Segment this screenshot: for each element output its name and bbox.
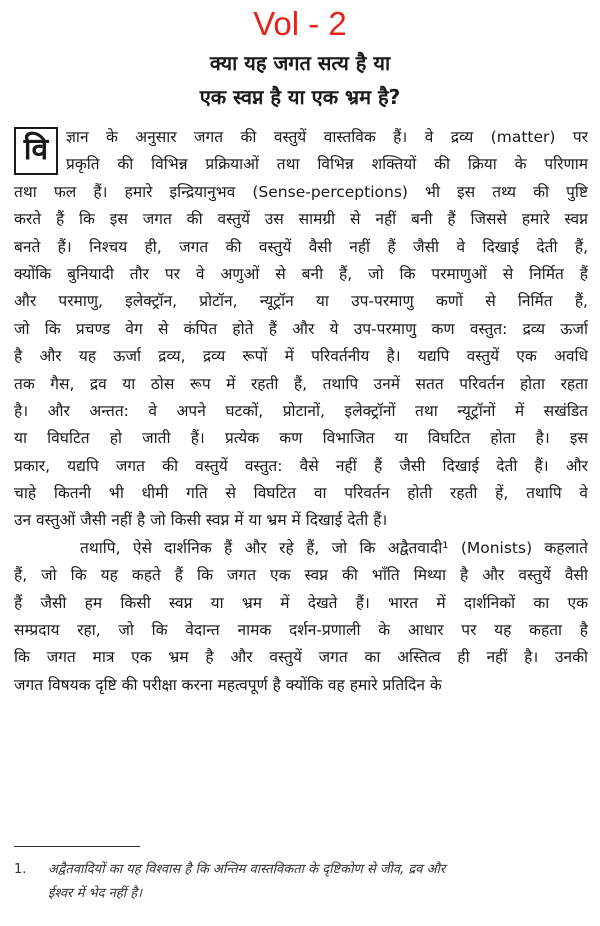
text-line: है। और अन्तत: वे अपने घटकों, प्रोटानों, इलेक्ट्रॉनों तथा न्यूट्रॉनों में सखंडित <box>14 401 588 420</box>
text-line: उन वस्तुओं जैसी नहीं है जो किसी स्वप्न में या भ्रम में दिखाई देती हैं। <box>14 511 388 530</box>
paragraph-2 <box>14 535 588 699</box>
text-line: क्योंकि बुनियादी तौर पर वे अणुओं से बनी हैं, जो कि परमाणुओं से निर्मित हैं <box>14 264 588 283</box>
text-line: ज्ञान के अनुसार जगत की वस्तुयें वास्तविक हैं। वे द्रव्य (matter) पर <box>66 128 588 146</box>
text-line: तथा फल हैं। हमारे इन्द्रियानुभव (Sense-perceptions) भी इस तथ्य की पुष्टि <box>14 182 588 201</box>
text-line: जो कि प्रचण्ड वेग से कंपित होते हैं और ये उप-परमाणु कण वस्तुत: द्रव्य ऊर्जा <box>14 319 588 338</box>
text-line: कि जगत मात्र एक भ्रम है और वस्तुयें जगत का अस्तित्व ही नहीं है। उनकी <box>14 648 588 667</box>
footnote <box>14 858 588 906</box>
footnote-number: 1. <box>14 862 27 877</box>
body-text <box>14 124 588 699</box>
footnote-line-2: ईश्वर में भेद नहीं है। <box>48 886 143 901</box>
text-line: है और यह ऊर्जा द्रव्य, द्रव्य रूपों में परिवर्तनीय है। यद्यपि वस्तुयें एक अवधि <box>14 347 588 366</box>
chapter-title-line-2: एक स्वप्न है या एक भ्रम है? <box>199 85 401 109</box>
text-line: प्रकार, यद्यपि जगत की वस्तुयें वस्तुत: वैसे नहीं हैं जैसी दिखाई देती हैं। और <box>14 456 588 475</box>
text-line: हैं जैसी हम किसी स्वप्न या भ्रम में देखते हैं। भारत में दार्शनिकों का एक <box>14 593 588 612</box>
volume-label: Vol - 2 <box>253 5 347 42</box>
footnote-line-1: अद्वैतवादियों का यह विश्वास है कि अन्तिम वास्तविकता के दृष्टिकोण से जीव, द्रव और <box>48 862 446 877</box>
chapter-title-line-1: क्या यह जगत सत्य है या <box>209 51 391 75</box>
text-line: चाहे कितनी भी धीमी गति से विघटित वा परिवर्तन होती रहती हें, तथापि वे <box>14 484 588 503</box>
chapter-title <box>0 46 600 114</box>
text-line: तक गैस, द्रव या ठोस रूप में रहती हैं, तथापि उनमें सतत परिवर्तन होता रहता <box>14 374 588 393</box>
drop-cap: वि <box>14 127 58 175</box>
text-line: जगत विषयक दृष्टि की परीक्षा करना महत्वपूर्ण है क्योंकि वह हमारे प्रतिदिन के <box>14 675 442 694</box>
text-line: करते हैं कि इस जगत की वस्तुयें उस सामग्री से नहीं बनी हैं जिससे हमारे स्वप्न <box>14 210 588 229</box>
paragraph-1 <box>14 124 588 535</box>
text-line: बनते हैं। निश्चय ही, जगत की वस्तुयें वैसी नहीं हैं जैसी वे दिखाई देती हैं, <box>14 237 588 256</box>
text-line: और परमाणु, इलेक्ट्रॉन, प्रोटॉन, न्यूट्रॉन या उप-परमाणु कणों से निर्मित हैं, <box>14 292 588 311</box>
text-line: प्रकृति की विभिन्न प्रक्रियाओं तथा विभिन्न शक्तियों की क्रिया के परिणाम <box>66 155 588 174</box>
text-line: सम्प्रदाय रहा, जो कि वेदान्त नामक दर्शन-प्रणाली के आधार पर यह कहता है <box>14 621 588 640</box>
footnote-divider <box>14 846 140 847</box>
text-line: तथापि, ऐसे दार्शनिक हैं और रहे हैं, जो कि अद्वैतवादी¹ (Monists) कहलाते <box>80 538 588 557</box>
text-line: हैं, जो कि यह कहते हैं कि जगत एक स्वप्न की भाँति मिथ्या है और वस्तुयें वैसी <box>14 566 588 585</box>
text-line: या विघटित हो जाती हैं। प्रत्येक कण विभाजित या विघटित होता है। इस <box>14 429 588 448</box>
